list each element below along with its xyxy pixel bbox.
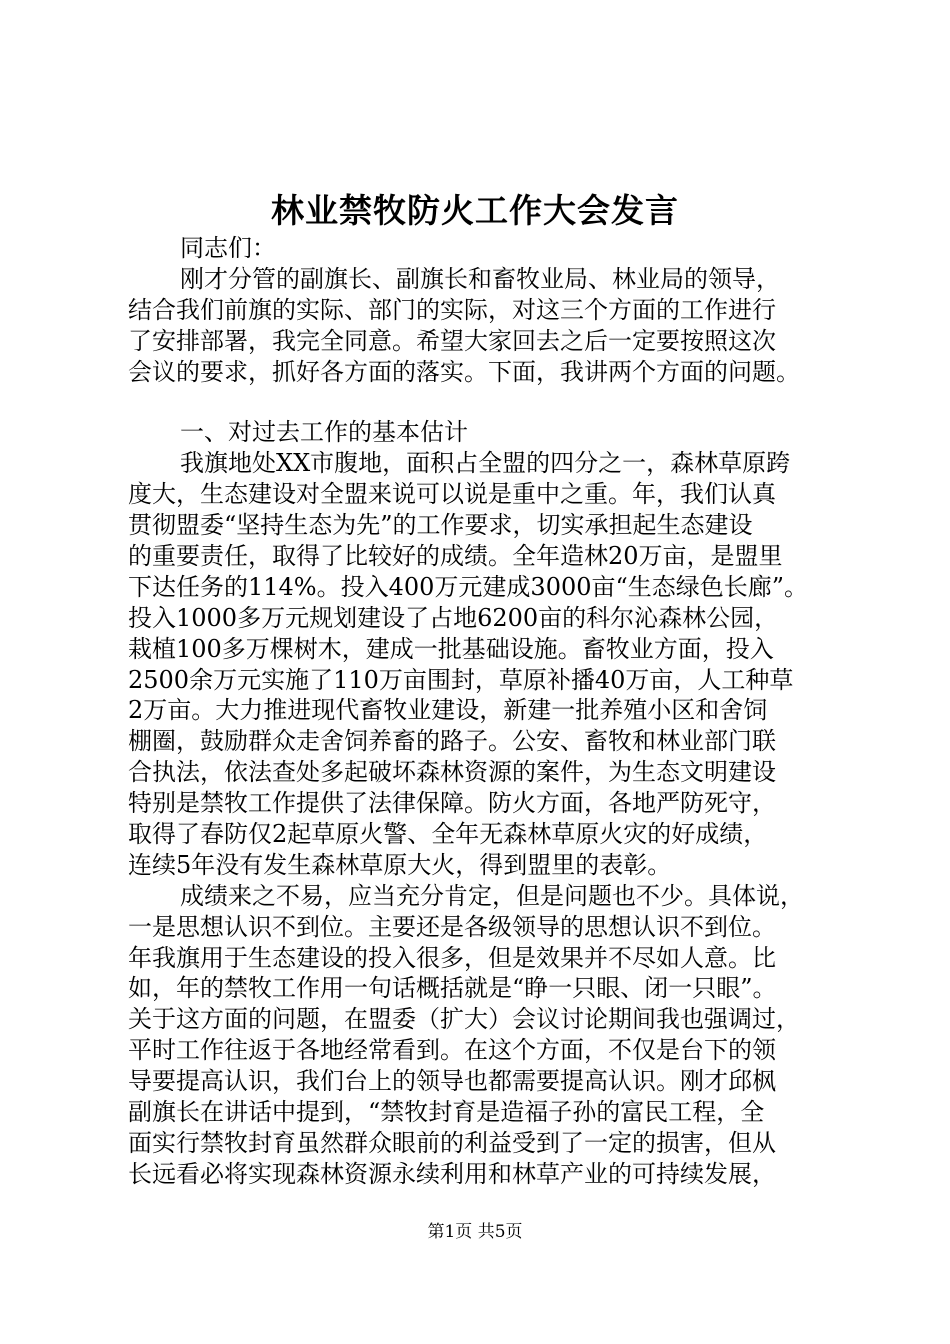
paragraph-line: 取得了春防仅2起草原火警、全年无森林草原火灾的好成绩，	[128, 820, 768, 849]
paragraph-line: 棚圈，鼓励群众走舍饲养畜的路子。公安、畜牧和林业部门联	[128, 727, 776, 756]
paragraph-line: 年我旗用于生态建设的投入很多，但是效果并不尽如人意。比	[128, 943, 776, 972]
paragraph-line: 连续5年没有发生森林草原大火，得到盟里的表彰。	[128, 850, 672, 879]
paragraph-line: 刚才分管的副旗长、副旗长和畜牧业局、林业局的领导，	[180, 264, 780, 293]
paragraph-gap	[128, 387, 856, 417]
paragraph-line: 了安排部署，我完全同意。希望大家回去之后一定要按照这次	[128, 326, 776, 355]
document-title: 林业禁牧防火工作大会发言	[271, 191, 679, 230]
paragraph-line: 的重要责任，取得了比较好的成绩。全年造林20万亩，是盟里	[128, 542, 783, 571]
paragraph-line: 导要提高认识，我们台上的领导也都需要提高认识。刚才邱枫	[128, 1067, 776, 1096]
paragraph-line: 我旗地处XX市腹地，面积占全盟的四分之一，森林草原跨	[180, 449, 791, 478]
paragraph-line: 结合我们前旗的实际、部门的实际，对这三个方面的工作进行	[128, 295, 776, 324]
paragraph-line: 特别是禁牧工作提供了法律保障。防火方面，各地严防死守，	[128, 789, 776, 818]
paragraph-line: 下达任务的114%。投入400万元建成3000亩“生态绿色长廊”。	[128, 572, 809, 601]
paragraph-line: 如，年的禁牧工作用一句话概括就是“睁一只眼、闭一只眼”。	[128, 974, 777, 1003]
paragraph-line: 度大，生态建设对全盟来说可以说是重中之重。年，我们认真	[128, 480, 776, 509]
paragraph-line: 投入1000多万元规划建设了占地6200亩的科尔沁森林公园，	[128, 603, 779, 632]
document-body	[128, 233, 856, 1190]
salutation-line: 同志们：	[180, 234, 276, 262]
paragraph-line: 副旗长在讲话中提到，“禁牧封育是造福子孙的富民工程，全	[128, 1098, 765, 1127]
paragraph-line: 贯彻盟委“坚持生态为先”的工作要求，切实承担起生态建设	[128, 511, 753, 540]
paragraph-line: 合执法，依法查处多起破坏森林资源的案件，为生态文明建设	[128, 758, 776, 787]
paragraph-line: 平时工作往返于各地经常看到。在这个方面，不仅是台下的领	[128, 1036, 776, 1065]
paragraph-line: 长远看必将实现森林资源永续利用和林草产业的可持续发展，	[128, 1159, 776, 1188]
paragraph-line: 面实行禁牧封育虽然群众眼前的利益受到了一定的损害，但从	[128, 1128, 776, 1157]
paragraph-line: 关于这方面的问题，在盟委（扩大）会议讨论期间我也强调过，	[128, 1005, 800, 1034]
paragraph-line: 2500余万元实施了110万亩围封，草原补播40万亩，人工种草	[128, 665, 794, 694]
paragraph-line: 2万亩。大力推进现代畜牧业建设，新建一批养殖小区和舍饲	[128, 696, 768, 725]
paragraph-line: 一是思想认识不到位。主要还是各级领导的思想认识不到位。	[128, 912, 776, 941]
paragraph-line: 会议的要求，抓好各方面的落实。下面，我讲两个方面的问题。	[128, 357, 800, 386]
paragraph-line: 栽植100多万棵树木，建成一批基础设施。畜牧业方面，投入	[128, 634, 774, 663]
section-heading: 一、对过去工作的基本估计	[180, 418, 468, 447]
page-number-footer: 第1页 共5页	[427, 1222, 523, 1242]
paragraph-line: 成绩来之不易，应当充分肯定，但是问题也不少。具体说，	[180, 881, 804, 910]
